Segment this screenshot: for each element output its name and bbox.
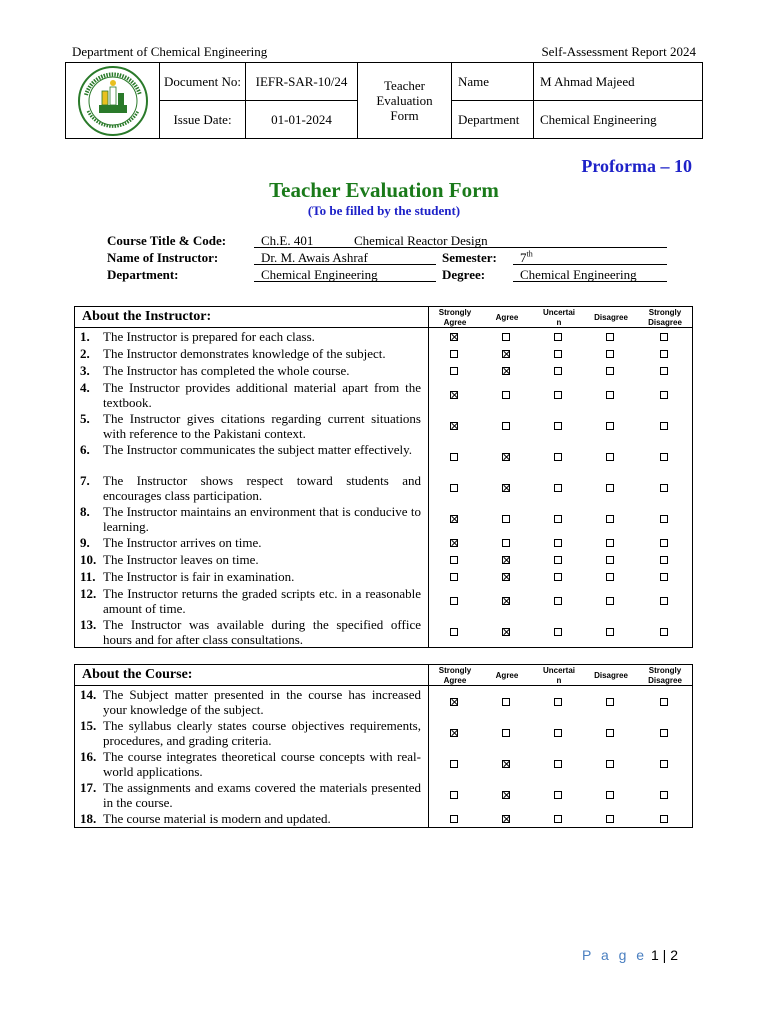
rating-checkbox-checked[interactable]	[502, 453, 510, 461]
rating-checkbox[interactable]	[502, 333, 510, 341]
item-number: 11.	[80, 569, 96, 584]
item-number: 6.	[80, 442, 90, 457]
item-number: 12.	[80, 586, 97, 601]
department-label: Department	[452, 101, 534, 139]
item-statement: The syllabus clearly states course objectives requirements, procedures, and grading criteria.	[103, 718, 421, 748]
evaluation-item	[75, 503, 692, 534]
evaluation-item	[75, 717, 692, 748]
page-word: P a g e	[581, 947, 648, 963]
rating-checkbox[interactable]	[554, 367, 562, 375]
evaluation-item	[75, 616, 692, 647]
item-number: 9.	[80, 535, 90, 550]
rating-checkbox[interactable]	[450, 453, 458, 461]
rating-checkbox-checked[interactable]	[450, 729, 458, 737]
course-evaluation-section	[74, 664, 693, 828]
rating-checkbox-checked[interactable]	[502, 367, 510, 375]
form-subtitle: (To be filled by the student)	[307, 203, 461, 218]
rating-checkbox[interactable]	[554, 597, 562, 605]
item-statement: The Instructor demonstrates knowledge of the subject.	[103, 346, 386, 361]
evaluation-item	[75, 748, 692, 779]
rating-checkbox[interactable]	[660, 573, 668, 581]
item-statement: The Instructor leaves on time.	[103, 552, 259, 567]
item-statement: The Instructor provides additional material apart from the textbook.	[103, 380, 421, 410]
semester-suffix: th	[526, 249, 533, 259]
form-title: Teacher Evaluation Form	[269, 178, 499, 202]
column-header: Strongly Agree	[438, 665, 472, 685]
evaluation-item	[75, 441, 692, 472]
rating-checkbox[interactable]	[660, 556, 668, 564]
item-number: 1.	[80, 329, 90, 344]
item-statement: The assignments and exams covered the materials presented in the course.	[103, 780, 421, 810]
rating-checkbox[interactable]	[554, 484, 562, 492]
rating-checkbox[interactable]	[450, 484, 458, 492]
course-info-block	[107, 232, 667, 283]
item-statement: The Instructor shows respect toward students and encourages class participation.	[103, 473, 421, 503]
degree-value: Chemical Engineering	[513, 266, 667, 282]
institute-seal-logo	[72, 65, 154, 137]
rating-checkbox[interactable]	[660, 422, 668, 430]
item-statement: The Subject matter presented in the course has increased your knowledge of the subject.	[103, 687, 421, 717]
page-number: 1 | 2	[651, 947, 678, 963]
form-name-cell: Teacher Evaluation Form	[358, 63, 452, 139]
rating-checkbox[interactable]	[606, 422, 614, 430]
evaluation-item	[75, 362, 692, 379]
rating-checkbox-checked[interactable]	[502, 760, 510, 768]
course-code: Ch.E. 401	[261, 233, 314, 248]
evaluation-item	[75, 568, 692, 585]
issue-date-value: 01-01-2024	[246, 101, 358, 139]
rating-checkbox[interactable]	[450, 350, 458, 358]
item-statement: The Instructor has completed the whole course.	[103, 363, 350, 378]
rating-checkbox[interactable]	[660, 760, 668, 768]
item-number: 2.	[80, 346, 90, 361]
proforma-label: Proforma – 10	[581, 156, 692, 176]
document-no-label: Document No:	[160, 63, 246, 101]
rating-checkbox-checked[interactable]	[502, 573, 510, 581]
name-label: Name	[452, 63, 534, 101]
rating-checkbox[interactable]	[502, 422, 510, 430]
rating-checkbox[interactable]	[502, 698, 510, 706]
section-title: About the Course:	[82, 667, 193, 682]
rating-checkbox[interactable]	[450, 628, 458, 636]
department-header-label: Department of Chemical Engineering	[72, 44, 268, 59]
evaluation-item	[75, 410, 692, 441]
rating-checkbox-checked[interactable]	[502, 350, 510, 358]
rating-checkbox[interactable]	[660, 698, 668, 706]
evaluation-item	[75, 810, 692, 827]
rating-checkbox[interactable]	[554, 760, 562, 768]
evaluation-item	[75, 345, 692, 362]
column-header: Strongly Disagree	[648, 307, 682, 327]
column-header: Strongly Agree	[438, 307, 472, 327]
rating-checkbox[interactable]	[554, 350, 562, 358]
semester-value: 7	[520, 250, 527, 265]
item-statement: The Instructor arrives on time.	[103, 535, 262, 550]
institute-logo-cell	[66, 63, 160, 139]
evaluation-item	[75, 551, 692, 568]
evaluation-item	[75, 534, 692, 551]
item-statement: The Instructor is prepared for each class.	[103, 329, 315, 344]
rating-checkbox[interactable]	[554, 333, 562, 341]
item-statement: The course integrates theoretical course concepts with real-world applications.	[103, 749, 421, 779]
department-info-value: Chemical Engineering	[254, 266, 436, 282]
rating-checkbox[interactable]	[554, 628, 562, 636]
item-statement: The Instructor communicates the subject matter effectively.	[103, 442, 412, 457]
column-header: Disagree	[594, 312, 628, 322]
rating-checkbox-checked[interactable]	[502, 791, 510, 799]
rating-checkbox[interactable]	[660, 791, 668, 799]
department-value: Chemical Engineering	[534, 101, 703, 139]
rating-checkbox[interactable]	[554, 729, 562, 737]
item-number: 16.	[80, 749, 97, 764]
item-statement: The course material is modern and updated.	[103, 811, 331, 826]
item-number: 18.	[80, 811, 97, 826]
column-header: Uncertai n	[542, 665, 575, 685]
rating-checkbox[interactable]	[554, 453, 562, 461]
rating-checkbox[interactable]	[606, 815, 614, 823]
item-statement: The Instructor was available during the specified office hours and for after class consultations.	[103, 617, 421, 647]
rating-checkbox[interactable]	[606, 573, 614, 581]
item-number: 14.	[80, 687, 97, 702]
rating-checkbox[interactable]	[606, 760, 614, 768]
rating-checkbox[interactable]	[606, 698, 614, 706]
rating-checkbox[interactable]	[554, 391, 562, 399]
rating-checkbox[interactable]	[502, 391, 510, 399]
rating-checkbox[interactable]	[606, 333, 614, 341]
rating-checkbox-checked[interactable]	[450, 333, 458, 341]
page-footer	[582, 947, 678, 963]
rating-checkbox-checked[interactable]	[450, 539, 458, 547]
rating-checkbox[interactable]	[660, 453, 668, 461]
rating-checkbox-checked[interactable]	[450, 698, 458, 706]
rating-checkbox[interactable]	[450, 556, 458, 564]
rating-checkbox[interactable]	[554, 556, 562, 564]
column-header: Agree	[495, 312, 519, 322]
rating-checkbox[interactable]	[660, 597, 668, 605]
rating-checkbox[interactable]	[554, 539, 562, 547]
rating-checkbox[interactable]	[450, 760, 458, 768]
item-statement: The Instructor returns the graded scripts etc. in a reasonable amount of time.	[103, 586, 421, 616]
page-header	[72, 44, 696, 60]
instructor-label: Name of Instructor:	[107, 250, 219, 265]
rating-checkbox[interactable]	[606, 729, 614, 737]
rating-checkbox[interactable]	[502, 729, 510, 737]
rating-checkbox[interactable]	[450, 815, 458, 823]
rating-checkbox[interactable]	[606, 791, 614, 799]
section-header	[75, 665, 692, 686]
report-header-label: Self-Assessment Report 2024	[541, 44, 696, 59]
rating-checkbox[interactable]	[606, 556, 614, 564]
rating-checkbox[interactable]	[554, 815, 562, 823]
rating-checkbox[interactable]	[660, 515, 668, 523]
evaluation-item	[75, 779, 692, 810]
course-label: Course Title & Code:	[107, 233, 227, 248]
rating-checkbox[interactable]	[660, 350, 668, 358]
rating-checkbox-checked[interactable]	[450, 422, 458, 430]
item-number: 17.	[80, 780, 97, 795]
item-number: 7.	[80, 473, 90, 488]
department-info-label: Department:	[107, 267, 179, 282]
column-header: Disagree	[594, 670, 628, 680]
rating-checkbox[interactable]	[606, 515, 614, 523]
evaluation-item	[75, 686, 692, 717]
rating-checkbox[interactable]	[606, 597, 614, 605]
column-header: Agree	[495, 670, 519, 680]
evaluation-item	[75, 328, 692, 345]
rating-checkbox[interactable]	[606, 350, 614, 358]
rating-checkbox[interactable]	[606, 628, 614, 636]
item-number: 4.	[80, 380, 90, 395]
rating-checkbox-checked[interactable]	[450, 391, 458, 399]
rating-checkbox[interactable]	[606, 453, 614, 461]
rating-checkbox-checked[interactable]	[450, 515, 458, 523]
rating-checkbox[interactable]	[450, 367, 458, 375]
rating-checkbox[interactable]	[502, 515, 510, 523]
item-number: 15.	[80, 718, 97, 733]
rating-checkbox[interactable]	[554, 573, 562, 581]
item-number: 13.	[80, 617, 97, 632]
item-number: 8.	[80, 504, 90, 519]
evaluation-item	[75, 472, 692, 503]
semester-field	[513, 249, 667, 265]
rating-checkbox[interactable]	[660, 815, 668, 823]
document-control-table	[65, 62, 703, 139]
rating-checkbox[interactable]	[554, 422, 562, 430]
rating-checkbox[interactable]	[660, 333, 668, 341]
rating-checkbox[interactable]	[660, 539, 668, 547]
rating-checkbox[interactable]	[660, 367, 668, 375]
name-value: M Ahmad Majeed	[534, 63, 703, 101]
semester-label: Semester:	[442, 250, 497, 265]
issue-date-label: Issue Date:	[160, 101, 246, 139]
rating-checkbox[interactable]	[554, 698, 562, 706]
rating-checkbox-checked[interactable]	[502, 484, 510, 492]
section-header	[75, 307, 692, 328]
rating-checkbox[interactable]	[606, 539, 614, 547]
rating-checkbox[interactable]	[660, 484, 668, 492]
rating-checkbox[interactable]	[660, 729, 668, 737]
rating-checkbox[interactable]	[502, 539, 510, 547]
rating-checkbox-checked[interactable]	[502, 556, 510, 564]
item-statement: The Instructor maintains an environment that is conducive to learning.	[103, 504, 421, 534]
rating-checkbox[interactable]	[450, 597, 458, 605]
column-header: Uncertai n	[542, 307, 575, 327]
evaluation-item	[75, 379, 692, 410]
rating-checkbox[interactable]	[450, 573, 458, 581]
rating-checkbox-checked[interactable]	[502, 597, 510, 605]
evaluation-item	[75, 585, 692, 616]
rating-checkbox[interactable]	[554, 515, 562, 523]
section-title: About the Instructor:	[82, 309, 212, 324]
course-title: Chemical Reactor Design	[354, 233, 488, 248]
rating-checkbox[interactable]	[606, 367, 614, 375]
rating-checkbox[interactable]	[660, 391, 668, 399]
item-number: 3.	[80, 363, 90, 378]
item-number: 5.	[80, 411, 90, 426]
item-statement: The Instructor gives citations regarding current situations with reference to the Pakistani context.	[103, 411, 421, 441]
rating-checkbox[interactable]	[660, 628, 668, 636]
item-statement: The Instructor is fair in examination.	[103, 569, 295, 584]
rating-checkbox[interactable]	[606, 391, 614, 399]
rating-checkbox[interactable]	[606, 484, 614, 492]
document-no-value: IEFR-SAR-10/24	[246, 63, 358, 101]
rating-checkbox[interactable]	[554, 791, 562, 799]
item-number: 10.	[80, 552, 97, 567]
instructor-value: Dr. M. Awais Ashraf	[254, 249, 436, 265]
rating-checkbox[interactable]	[450, 791, 458, 799]
rating-checkbox-checked[interactable]	[502, 815, 510, 823]
course-field	[254, 232, 667, 248]
rating-checkbox-checked[interactable]	[502, 628, 510, 636]
degree-label: Degree:	[442, 267, 486, 282]
column-header: Strongly Disagree	[648, 665, 682, 685]
instructor-evaluation-section	[74, 306, 693, 648]
